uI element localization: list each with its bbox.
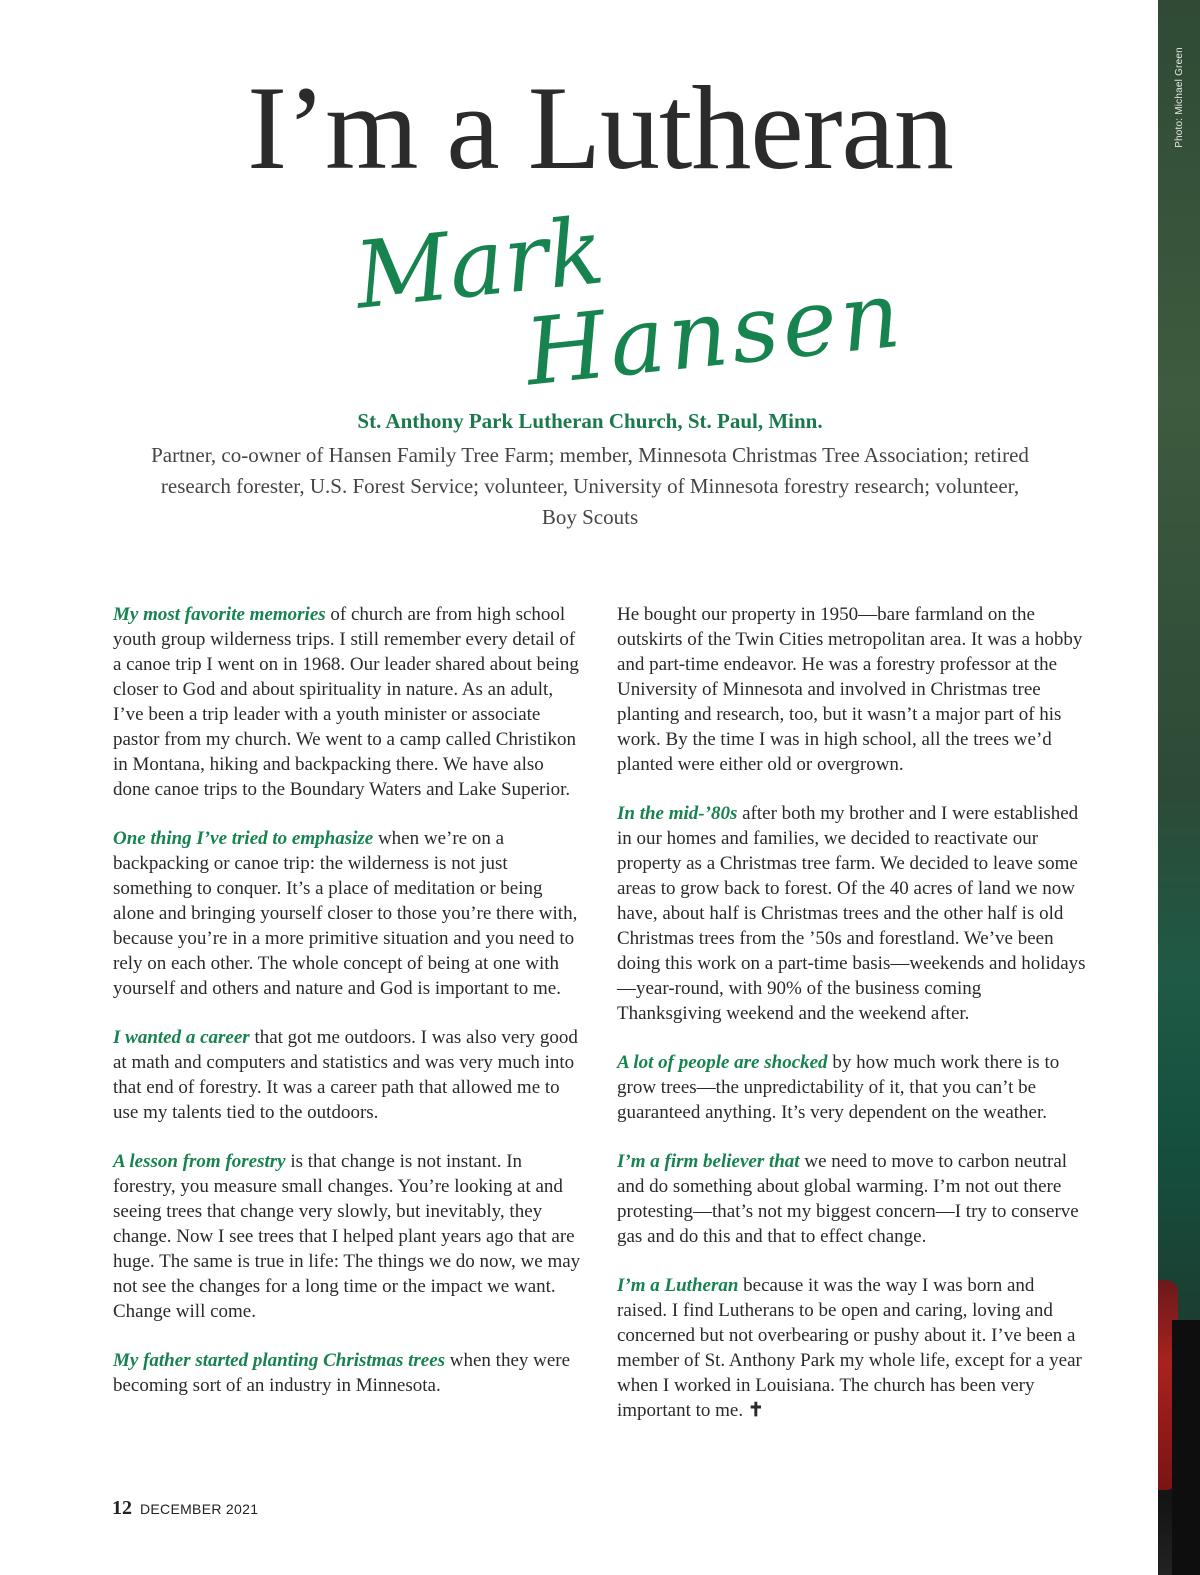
paragraph-text: that got me outdoors. I was also very good at math and computers and statistics and was very much into that end of forestry. It was a career path that allowed me to use my talents tied to the outdoors. — [113, 1027, 578, 1123]
paragraph-lead: I’m a firm believer that — [617, 1151, 800, 1172]
issue-date: DECEMBER 2021 — [140, 1501, 259, 1517]
paragraph-text: when they were becoming sort of an industry in Minnesota. — [113, 1350, 571, 1396]
paragraph-text: by how much work there is to grow trees—the unpredictability of it, that you can’t be guaranteed anything. It’s very dependent on the weather. — [617, 1052, 1060, 1123]
left-column — [113, 602, 583, 1422]
right-column — [617, 602, 1087, 1447]
end-mark-icon: ✝ — [747, 1400, 764, 1421]
paragraph-text: we need to move to carbon neutral and do something about global warming. I’m not out there protesting—that’s not my biggest concern—I try to conserve gas and do this and that to effect change. — [617, 1151, 1079, 1247]
paragraph-lead: I’m a Lutheran — [617, 1275, 739, 1296]
paragraph — [617, 602, 1087, 777]
paragraph-lead: My most favorite memories — [113, 604, 326, 625]
roles-description: Partner, co-owner of Hansen Family Tree Farm; member, Minnesota Christmas Tree Association; retired research forester, U.S. Forest Service; volunteer, University of Minnesota forestry research; volunteer, Boy Scouts — [151, 443, 1029, 529]
paragraph-text: He bought our property in 1950—bare farmland on the outskirts of the Twin Cities metropolitan area. It was a hobby and part-time endeavor. He was a forestry professor at the University of Minnesota and involved in Christmas tree planting and research, too, but it wasn’t a major part of his work. By the time I was in high school, all the trees we’d planted were either old or overgrown. — [617, 604, 1083, 775]
paragraph-lead: A lesson from forestry — [113, 1151, 286, 1172]
page-title: I’m a Lutheran — [247, 61, 953, 194]
paragraph-text: when we’re on a backpacking or canoe trip: the wilderness is not just something to conquer. It’s a place of meditation or being alone and bringing yourself closer to those you’re there with, because you’re in a more primitive situation and you need to rely on each other. The whole concept of being at one with yourself and others and nature and God is important to me. — [113, 828, 578, 999]
name-first: Mark — [350, 197, 609, 330]
paragraph-text: of church are from high school youth group wilderness trips. I still remember every detail of a canoe trip I went on in 1968. Our leader shared about being closer to God and about spirituality in nature. As an adult, I’ve been a trip leader with a youth minister or associate pastor from my church. We went to a camp called Christikon in Montana, hiking and backpacking there. We have also done canoe trips to the Boundary Waters and Lake Superior. — [113, 604, 579, 800]
paragraph-text: after both my brother and I were established in our homes and families, we decided to reactivate our property as a Christmas tree farm. We decided to leave some areas to grow back to forest. Of the 40 acres of land we now have, about half is Christmas trees and the other half is old Christmas trees from the ’50s and forestland. We’ve been doing this work on a part-time basis—weekends and holidays—year-round, with 90% of the business coming Thanksgiving weekend and the weekend after. — [617, 803, 1086, 1024]
paragraph — [113, 1348, 583, 1398]
side-photo — [1158, 0, 1200, 1575]
paragraph — [113, 1149, 583, 1324]
paragraph-lead: I wanted a career — [113, 1027, 250, 1048]
photo-credit: Photo: Michael Green — [1173, 46, 1185, 148]
page-number: 12 — [112, 1497, 132, 1519]
paragraph — [113, 602, 583, 802]
paragraph-lead: One thing I’ve tried to emphasize — [113, 828, 374, 849]
paragraph-lead: In the mid-’80s — [617, 803, 738, 824]
paragraph — [617, 1149, 1087, 1249]
paragraph-lead: A lot of people are shocked — [617, 1052, 828, 1073]
paragraph — [617, 1050, 1087, 1125]
page-footer — [112, 1497, 258, 1520]
paragraph-lead: My father started planting Christmas trees — [113, 1350, 446, 1371]
paragraph — [113, 1025, 583, 1125]
paragraph — [617, 1273, 1087, 1423]
church-affiliation: St. Anthony Park Lutheran Church, St. Paul, Minn. — [357, 409, 823, 433]
name-last: Hansen — [520, 260, 909, 407]
paragraph — [617, 801, 1087, 1026]
paragraph — [113, 826, 583, 1001]
photo-dark-area — [1172, 1320, 1200, 1575]
paragraph-text: is that change is not instant. In forestry, you measure small changes. You’re looking at and seeing trees that change very slowly, but inevitably, they change. Now I see trees that I helped plant years ago that are huge. The same is true in life: The things we do now, we may not see the changes for a long time or the impact we want. Change will come. — [113, 1151, 581, 1322]
paragraph-text: because it was the way I was born and raised. I find Lutherans to be open and caring, loving and concerned but not overbearing or pushy about it. I’ve been a member of St. Anthony Park my whole life, except for a year when I worked in Louisiana. The church has been very important to me. — [617, 1275, 1082, 1421]
